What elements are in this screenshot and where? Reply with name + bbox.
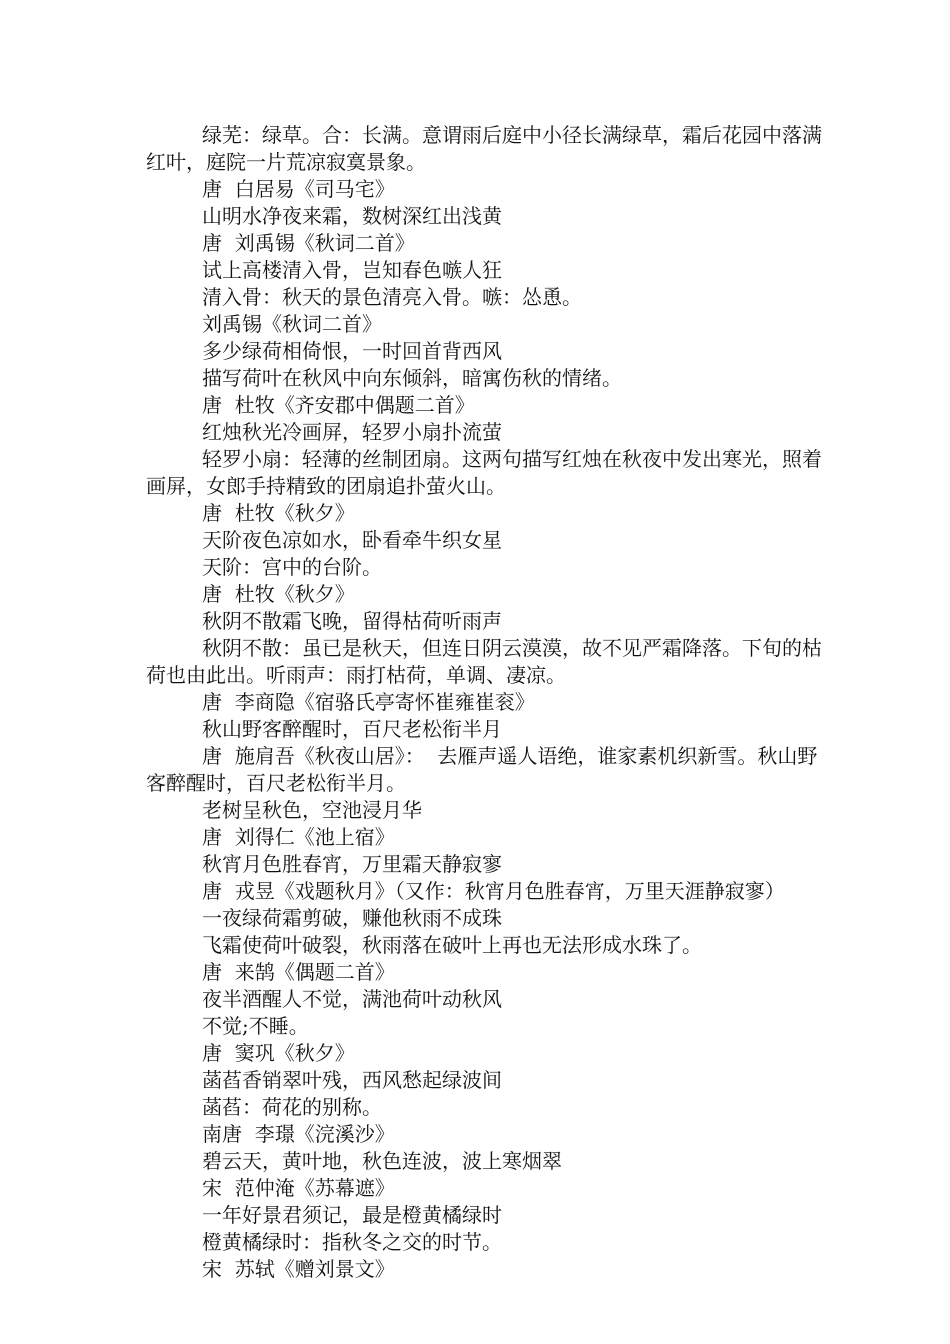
paragraph: 橙黄橘绿时：指秋冬之交的时节。 <box>202 1230 502 1254</box>
paragraph: 碧云天，黄叶地，秋色连波，波上寒烟翠 <box>202 1149 562 1173</box>
paragraph: 试上高楼清入骨，岂知春色嗾人狂 <box>202 258 502 282</box>
paragraph: 轻罗小扇：轻薄的丝制团扇。这两句描写红烛在秋夜中发出寒光，照着画屏，女郎手持精致的团扇追扑萤火山。 <box>146 447 822 498</box>
paragraph: 红烛秋光冷画屏，轻罗小扇扑流萤 <box>202 420 502 444</box>
paragraph: 多少绿荷相倚恨，一时回首背西风 <box>202 339 502 363</box>
paragraph: 秋宵月色胜春宵，万里霜天静寂寥 <box>202 852 502 876</box>
paragraph: 南唐 李璟《浣溪沙》 <box>202 1122 395 1146</box>
paragraph: 唐 杜牧《秋夕》 <box>202 582 355 606</box>
paragraph: 绿芜：绿草。合：长满。意谓雨后庭中小径长满绿草，霜后花园中落满红叶，庭院一片荒凉寂寞景象。 <box>146 123 822 174</box>
paragraph: 唐 刘禹锡《秋词二首》 <box>202 231 415 255</box>
paragraph: 菡萏：荷花的别称。 <box>202 1095 382 1119</box>
paragraph: 一夜绿荷霜剪破，赚他秋雨不成珠 <box>202 906 502 930</box>
paragraph: 唐 李商隐《宿骆氏亭寄怀崔雍崔衮》 <box>202 690 535 714</box>
paragraph: 飞霜使荷叶破裂，秋雨落在破叶上再也无法形成水珠了。 <box>202 933 702 957</box>
paragraph: 老树呈秋色，空池浸月华 <box>202 798 422 822</box>
paragraph: 宋 范仲淹《苏幕遮》 <box>202 1176 395 1200</box>
paragraph: 山明水净夜来霜，数树深红出浅黄 <box>202 204 502 228</box>
paragraph: 唐 戎昱《戏题秋月》（又作：秋宵月色胜春宵，万里天涯静寂寥） <box>202 879 785 903</box>
paragraph: 天阶夜色凉如水，卧看牵牛织女星 <box>202 528 502 552</box>
paragraph: 夜半酒醒人不觉，满池荷叶动秋风 <box>202 987 502 1011</box>
paragraph: 唐 杜牧《齐安郡中偶题二首》 <box>202 393 475 417</box>
document-page <box>146 122 826 1283</box>
paragraph: 唐 刘得仁《池上宿》 <box>202 825 395 849</box>
paragraph: 秋山野客醉醒时，百尺老松衔半月 <box>202 717 502 741</box>
paragraph: 唐 杜牧《秋夕》 <box>202 501 355 525</box>
paragraph: 一年好景君须记，最是橙黄橘绿时 <box>202 1203 502 1227</box>
paragraph: 秋阴不散霜飞晚，留得枯荷听雨声 <box>202 609 502 633</box>
paragraph: 唐 施肩吾《秋夜山居》： 去雁声遥人语绝，谁家素机织新雪。秋山野客醉醒时，百尺老松衔半月。 <box>146 744 818 795</box>
paragraph: 描写荷叶在秋风中向东倾斜，暗寓伤秋的情绪。 <box>202 366 622 390</box>
paragraph: 秋阴不散：虽已是秋天，但连日阴云漠漠，故不见严霜降落。下旬的枯荷也由此出。听雨声：雨打枯荷，单调、凄凉。 <box>146 636 822 687</box>
paragraph: 唐 窦巩《秋夕》 <box>202 1041 355 1065</box>
paragraph: 清入骨：秋天的景色清亮入骨。嗾：怂恿。 <box>202 285 582 309</box>
paragraph: 刘禹锡《秋词二首》 <box>202 312 382 336</box>
paragraph: 菡萏香销翠叶残，西风愁起绿波间 <box>202 1068 502 1092</box>
paragraph: 不觉;不睡。 <box>202 1014 309 1038</box>
paragraph: 唐 来鹄《偶题二首》 <box>202 960 395 984</box>
paragraph: 宋 苏轼《赠刘景文》 <box>202 1257 395 1281</box>
paragraph: 唐 白居易《司马宅》 <box>202 177 395 201</box>
paragraph: 天阶：宫中的台阶。 <box>202 555 382 579</box>
